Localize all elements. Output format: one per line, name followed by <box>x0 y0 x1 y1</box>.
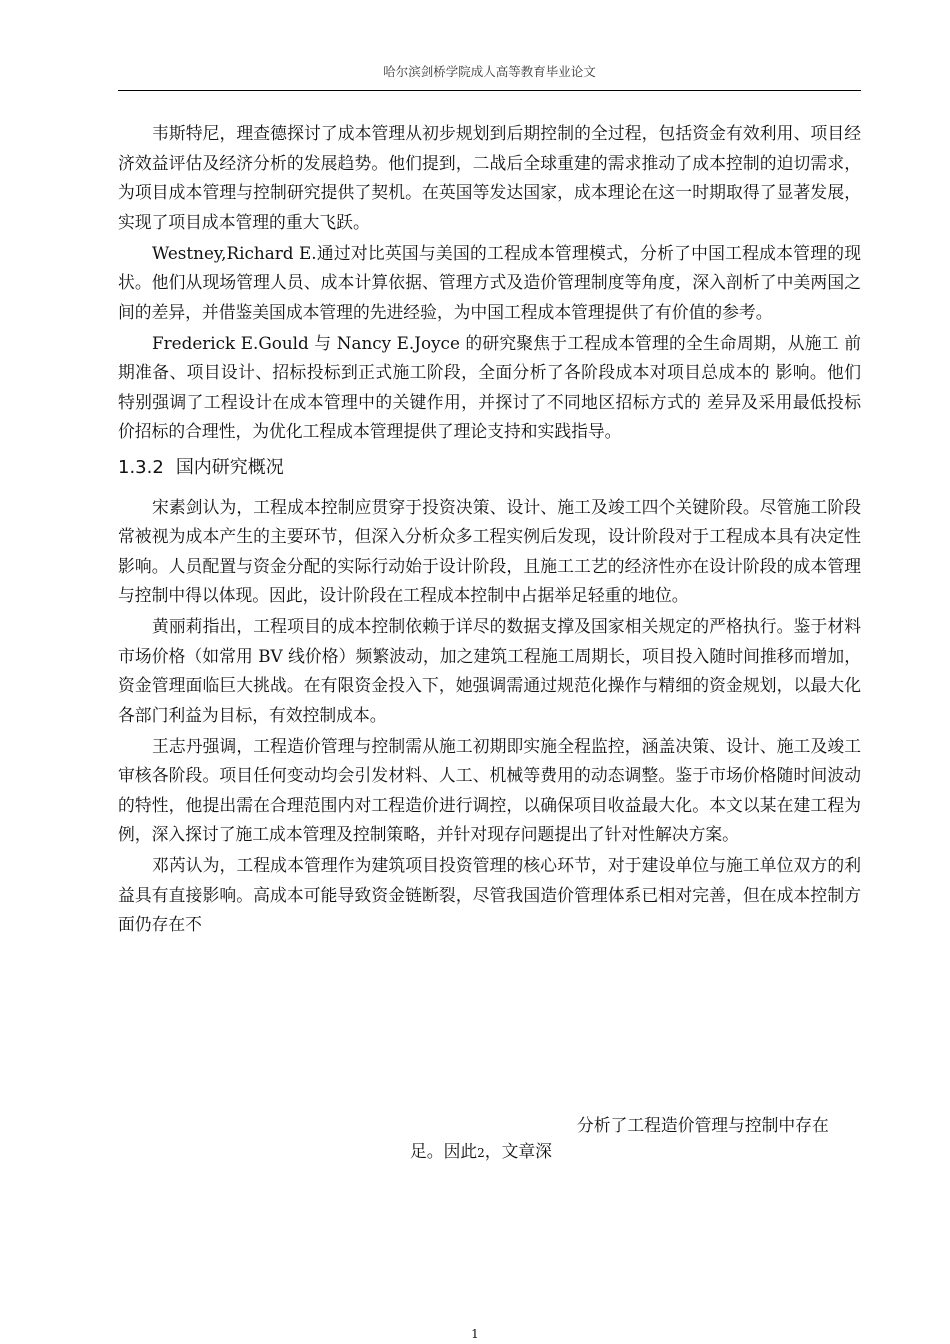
clipped-text-line <box>410 1141 552 1161</box>
section-heading <box>118 455 861 481</box>
clipped-page-digit: 2 <box>477 1146 485 1160</box>
paragraph-gould-joyce: Frederick E.Gould 与 Nancy E.Joyce 的研究聚焦于工程成本管理的全生命周期，从施工 前期准备、项目设计、招标投标到正式施工阶段，全面分析了各阶段成本对项目总成本的 影响。他们特别强调了工程设计在成本管理中的关键作用，并探讨了不同地区招标方式的 差异及采用最低投标价招标的合理性，为优化工程成本管理提供了理论支持和实践指导。 <box>118 332 861 441</box>
paragraph-wang: 王志丹强调，工程造价管理与控制需从施工初期即实施全程监控，涵盖决策、设计、施工及竣工审核各阶段。项目任何变动均会引发材料、人工、机械等费用的动态调整。鉴于市场价格随时间波动的特性，他提出需在合理范围内对工程造价进行调控，以确保项目收益最大化。本文以某在建工程为例，深入探讨了施工成本管理及控制策略，并针对现存问题提出了针对性解决方案。 <box>118 735 861 844</box>
section-title: 国内研究概况 <box>175 456 284 478</box>
section-number: 1.3.2 <box>118 456 164 478</box>
paragraph-westney-intro: 韦斯特尼，理查德探讨了成本管理从初步规划到后期控制的全过程，包括资金有效利用、项目经济效益评估及经济分析的发展趋势。他们提到，二战后全球重建的需求推动了成本控制的迫切需求，为项目成本管理与控制研究提供了契机。在英国等发达国家，成本理论在这一时期取得了显著发展，实现了项目成本管理的重大飞跃。 <box>118 123 861 232</box>
header-rule <box>118 90 861 91</box>
paragraph-huang: 黄丽莉指出，工程项目的成本控制依赖于详尽的数据支撑及国家相关规定的严格执行。鉴于材料市场价格（如常用 BV 线价格）频繁波动，加之建筑工程施工周期长，项目投入随时间推移而增加，资金管理面临巨大挑战。在有限资金投入下，她强调需通过规范化操作与精细的资金规划，以最大化各部门利益为目标，有效控制成本。 <box>118 616 861 725</box>
page-body <box>118 119 861 941</box>
paragraph-deng: 邓芮认为，工程成本管理作为建筑项目投资管理的核心环节，对于建设单位与施工单位双方的利益具有直接影响。高成本可能导致资金链断裂，尽管我国造价管理体系已相对完善，但在成本控制方面仍存在不 <box>118 855 861 934</box>
running-header: 哈尔滨剑桥学院成人高等教育毕业论文 <box>383 64 596 79</box>
last-line-tail: 分析了工程造价管理与控制中存在 <box>573 1111 829 1141</box>
paragraph-song: 宋素剑认为，工程成本控制应贯穿于投资决策、设计、施工及竣工四个关键阶段。尽管施工阶段常被视为成本产生的主要环节，但深入分析众多工程实例后发现，设计阶段对于工程成本具有决定性影响。人员配置与资金分配的实际行动始于设计阶段，且施工工艺的经济性亦在设计阶段的成本管理与控制中得以体现。因此，设计阶段在工程成本控制中占据举足轻重的地位。 <box>118 496 861 605</box>
paragraph-westney: Westney,Richard E.通过对比英国与美国的工程成本管理模式，分析了中国工程成本管理的现状。他们从现场管理人员、成本计算依据、管理方式及造价管理制度等角度，深入剖析了中美两国之间的差异，并借鉴美国成本管理的先进经验，为中国工程成本管理提供了有价值的参考。 <box>118 242 861 322</box>
clipped-text-a: 足。因此 <box>410 1141 478 1161</box>
clipped-text-b: ，文章深 <box>484 1141 552 1161</box>
page-number: 1 <box>471 1327 479 1341</box>
